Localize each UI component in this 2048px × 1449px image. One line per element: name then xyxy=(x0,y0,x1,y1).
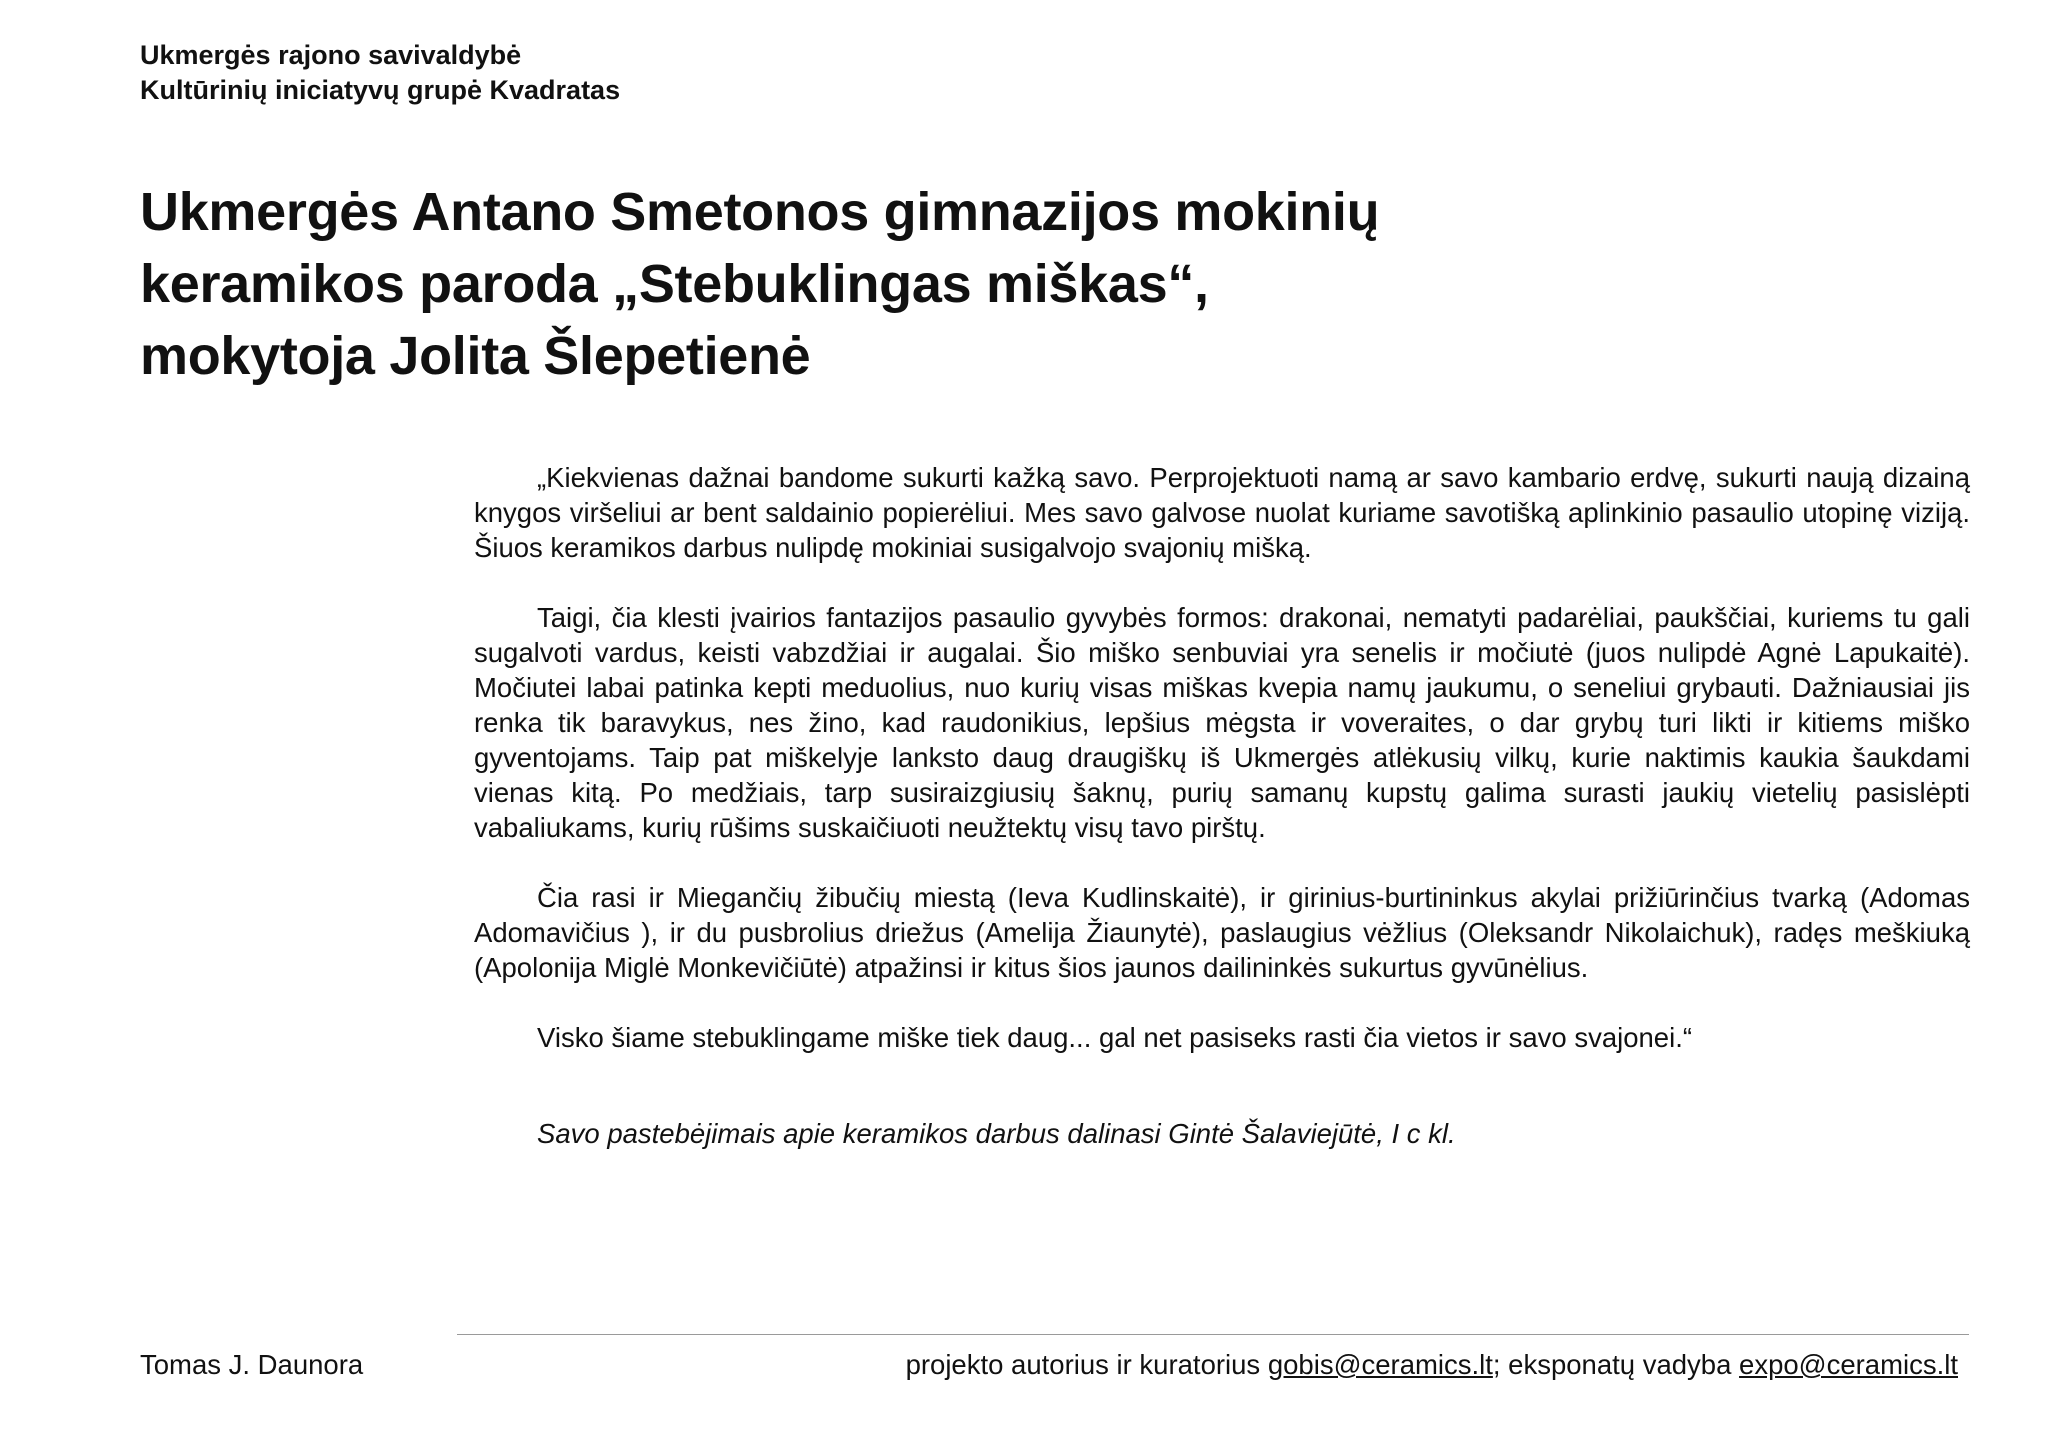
organization-name: Ukmergės rajono savivaldybė xyxy=(140,40,522,70)
footer-name: Tomas J. Daunora xyxy=(140,1349,364,1380)
paragraph-artists: Čia rasi ir Miegančių žibučių miestą (Ieva Kudlinskaitė), ir girinius-burtininkus akylai prižiūrinčius tvarką (Adomas Adomavičius ), ir du pusbrolius driežus (Amelija Žiaunytė), paslaugius vėžlius (Oleksandr Nikolaichuk), radęs meškiuką (Apolonija Miglė Monkevičiūtė) atpažinsi ir kitus šios jaunos dailininkės sukurtus gyvūnėlius. xyxy=(474,882,1970,983)
footer-contacts xyxy=(906,1347,1958,1382)
exhibits-email-link[interactable]: expo@ceramics.lt xyxy=(1739,1349,1958,1380)
paragraph-creatures: Taigi, čia klesti įvairios fantazijos pasaulio gyvybės formos: drakonai, nematyti padarėliai, paukščiai, kuriems tu gali sugalvoti vardus, keisti vabzdžiai ir augalai. Šio miško senbuviai yra senelis ir močiutė (juos nulipdė Agnė Lapukaitė). Močiutei labai patinka kepti meduolius, nuo kurių visas miškas kvepia namų jaukumu, o seneliui grybauti. Dažniausiai jis renka tik baravykus, nes žino, kad raudonikius, lepšius mėgsta ir voveraites, o dar grybų turi likti ir kitiems miško gyventojams. Taip pat miškelyje lanksto daug draugiškų iš Ukmergės atlėkusių vilkų, kurie naktimis kaukia šaukdami vienas kitą. Po medžiais, tarp susiraizgiusių šaknų, purių samanų kupstų galima surasti jaukių vietelių pasislėpti vabaliukams, kurių rūšims suskaičiuoti neužtektų visų tavo pirštų. xyxy=(474,602,1970,843)
title-line-1: Ukmergės Antano Smetonos gimnazijos mokinių xyxy=(140,182,1380,242)
title-line-2: keramikos paroda „Stebuklingas miškas“, xyxy=(140,254,1209,314)
contacts-separator: ; eksponatų vadyba xyxy=(1492,1349,1740,1380)
footer-divider xyxy=(457,1334,1969,1335)
paragraph-intro: „Kiekvienas dažnai bandome sukurti kažką savo. Perprojektuoti namą ar savo kambario erdvę, sukurti naują dizainą knygos viršeliui ar bent saldainio popierėliui. Mes savo galvose nuolat kuriame savotišką aplinkinio pasaulio utopinę viziją. Šiuos keramikos darbus nulipdę mokiniai susigalvojo svajonių mišką. xyxy=(474,462,1970,563)
page-title xyxy=(140,176,1379,392)
curator-role-text: projekto autorius ir kuratorius xyxy=(905,1349,1268,1380)
author-note: Savo pastebėjimais apie keramikos darbus dalinasi Gintė Šalaviejūtė, I c kl. xyxy=(537,1118,1456,1149)
curator-email-link[interactable]: gobis@ceramics.lt xyxy=(1267,1349,1493,1380)
title-line-3: mokytoja Jolita Šlepetienė xyxy=(140,326,811,386)
organization-group: Kultūrinių iniciatyvų grupė Kvadratas xyxy=(140,75,621,105)
paragraph-closing: Visko šiame stebuklingame miške tiek daug... gal net pasiseks rasti čia vietos ir savo svajonei.“ xyxy=(537,1022,1693,1053)
organization-header xyxy=(140,38,620,108)
article-body xyxy=(474,460,1970,1151)
